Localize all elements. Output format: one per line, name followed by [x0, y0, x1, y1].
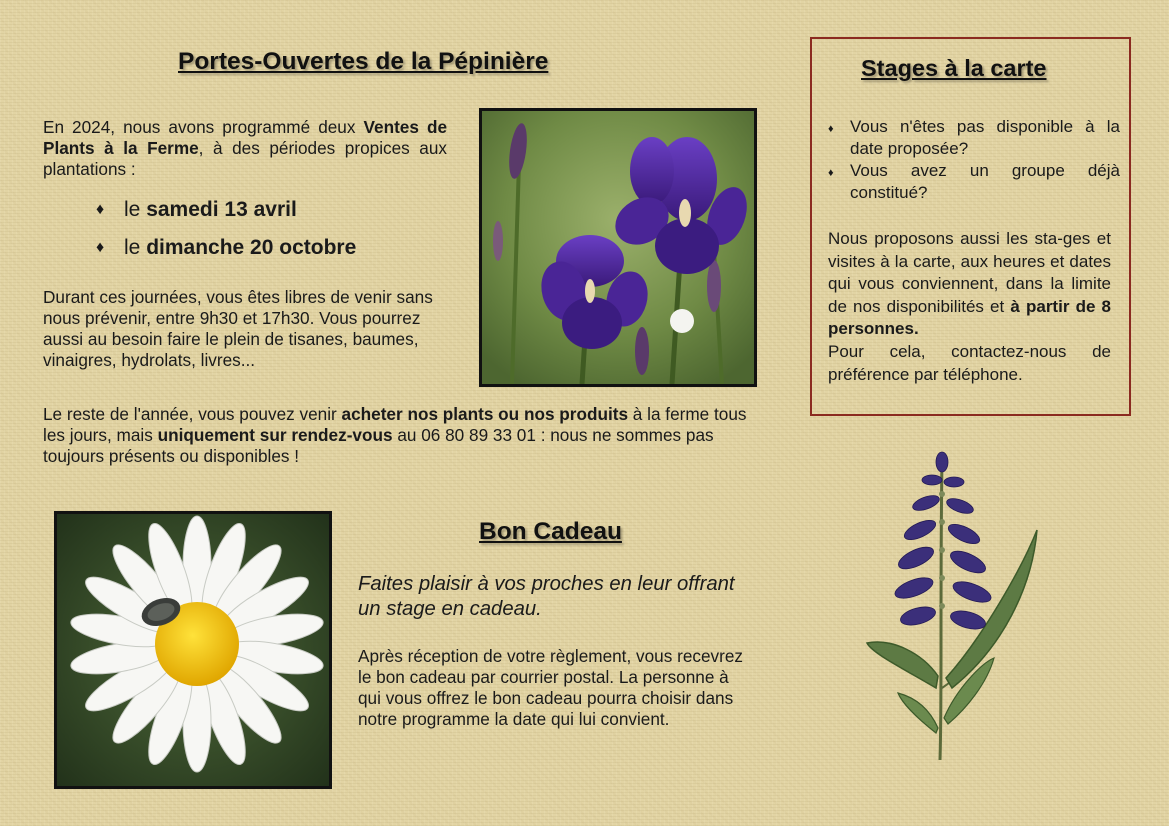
sage-plant-icon — [862, 448, 1047, 766]
list-item: ♦ le dimanche 20 octobre — [96, 229, 356, 267]
cadeau-tagline: Faites plaisir à vos proches en leur offrant un stage en cadeau. — [358, 573, 735, 620]
stages-questions — [828, 116, 1120, 204]
portes-paragraph-rdv: Le reste de l'année, vous pouvez venir acheter nos plants ou nos produits à la ferme tous les jours, mais uniquement sur rendez-vous au 06 80 89 33 01 : nous ne sommes pas toujours présents ou disponibles ! — [43, 404, 747, 466]
diamond-bullet-icon: ♦ — [828, 167, 834, 179]
daisy-flower-icon — [57, 514, 329, 786]
iris-flower-icon — [482, 111, 754, 384]
portes-paragraph-visit: Durant ces journées, vous êtes libres de venir sans nous prévenir, entre 9h30 et 17h30. Vous pourrez aussi au besoin faire le plein de tisanes, baumes, vinaigres, hydrolats, livres... — [43, 287, 433, 370]
cadeau-title: Bon Cadeau — [479, 518, 622, 545]
diamond-bullet-icon: ♦ — [96, 201, 105, 218]
sage-illustration — [862, 448, 1047, 766]
iris-photo — [479, 108, 757, 387]
list-item: ♦ Vous avez un groupe déjà constitué? — [828, 161, 1120, 202]
stages-paragraph: Nous proposons aussi les sta-ges et visites à la carte, aux heures et dates qui vous conviennent, dans la limite de nos disponibilités et à partir de 8 personnes. Pour cela, contactez-nous de préférence par téléphone. — [828, 229, 1112, 384]
portes-intro: En 2024, nous avons programmé deux Ventes de Plants à la Ferme, à des périodes propices aux plantations : — [43, 117, 448, 179]
list-item: ♦ Vous n'êtes pas disponible à la date proposée? — [828, 117, 1120, 158]
list-item: ♦ le samedi 13 avril — [96, 191, 356, 229]
diamond-bullet-icon: ♦ — [828, 123, 834, 135]
daisy-photo — [54, 511, 332, 789]
stages-title: Stages à la carte — [861, 55, 1047, 81]
cadeau-paragraph: Après réception de votre règlement, vous recevrez le bon cadeau par courrier postal. La personne à qui vous offrez le bon cadeau pourra choisir dans notre programme la date qui lui convient. — [358, 646, 743, 729]
portes-title: Portes-Ouvertes de la Pépinière — [178, 48, 549, 75]
portes-dates-list — [96, 191, 356, 267]
diamond-bullet-icon: ♦ — [96, 239, 105, 256]
